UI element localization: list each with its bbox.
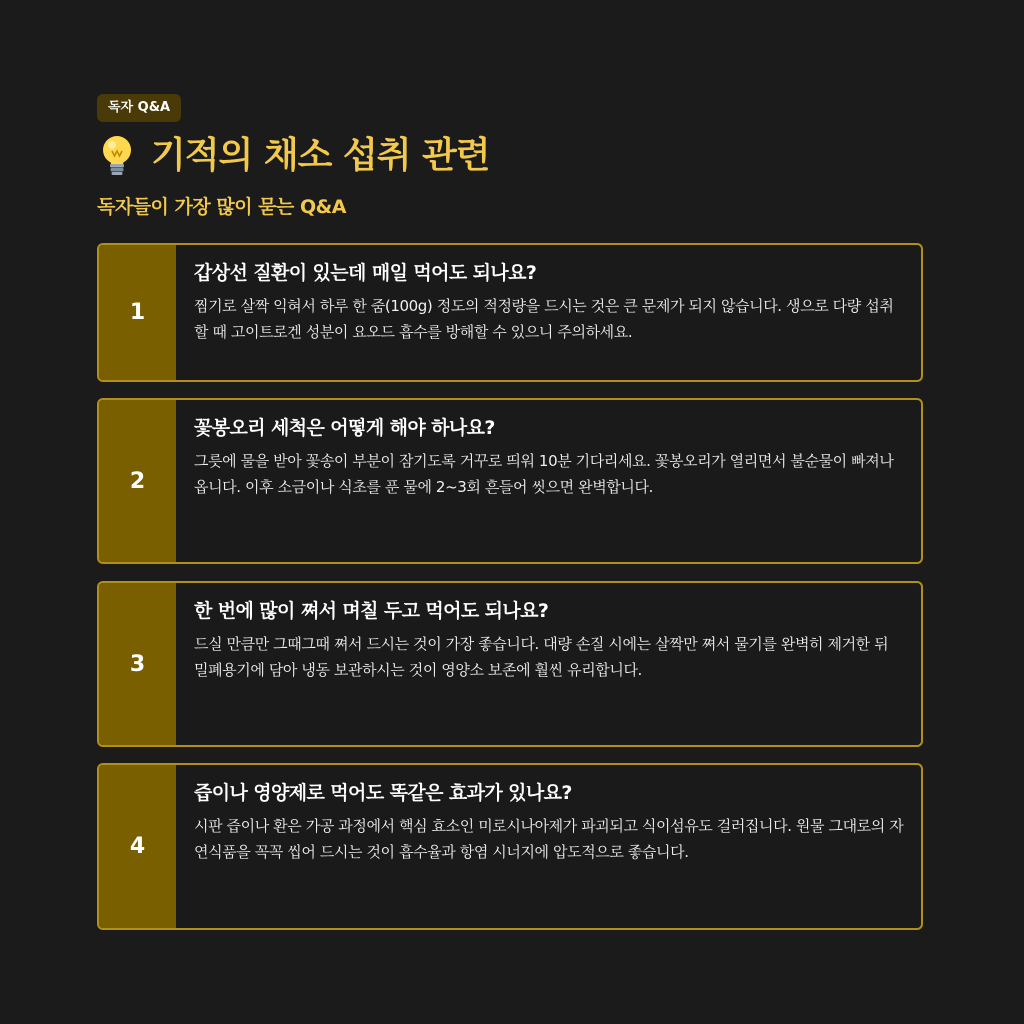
- faq-card: [97, 763, 923, 930]
- faq-card: [97, 243, 923, 382]
- faq-number: 4: [99, 765, 176, 928]
- faq-question: 꽃봉오리 세척은 어떻게 해야 하나요?: [194, 417, 495, 439]
- faq-number: 3: [99, 583, 176, 745]
- faq-number: 1: [99, 245, 176, 380]
- faq-question: 갑상선 질환이 있는데 매일 먹어도 되나요?: [194, 262, 537, 284]
- header: [97, 94, 927, 219]
- faq-content: [176, 765, 921, 928]
- faq-card: [97, 398, 923, 564]
- faq-content: [176, 583, 921, 745]
- faq-question: 즙이나 영양제로 먹어도 똑같은 효과가 있나요?: [194, 782, 572, 804]
- page-title: 기적의 채소 섭취 관련: [151, 134, 490, 176]
- faq-question: 한 번에 많이 쪄서 며칠 두고 먹어도 되나요?: [194, 600, 549, 622]
- faq-answer: 찜기로 살짝 익혀서 하루 한 줌(100g) 정도의 적정량을 드시는 것은 큰 문제가 되지 않습니다. 생으로 다량 섭취할 때 고이트로겐 성분이 요오드 흡수를 방해할 수 있으니 주의하세요.: [194, 296, 894, 341]
- faq-number: 2: [99, 400, 176, 562]
- title-row: [97, 130, 927, 182]
- faq-card: [97, 581, 923, 747]
- faq-content: [176, 400, 921, 562]
- faq-answer: 시판 즙이나 환은 가공 과정에서 핵심 효소인 미로시나아제가 파괴되고 식이섬유도 걸러집니다. 원물 그대로의 자연식품을 꼭꼭 씹어 드시는 것이 흡수율과 항염 시너지에 압도적으로 좋습니다.: [194, 816, 904, 861]
- faq-answer: 드실 만큼만 그때그때 쪄서 드시는 것이 가장 좋습니다. 대량 손질 시에는 살짝만 쪄서 물기를 완벽히 제거한 뒤 밀폐용기에 담아 냉동 보관하시는 것이 영양소 보존에 훨씬 유리합니다.: [194, 634, 889, 679]
- page-subtitle: 독자들이 가장 많이 묻는 Q&A: [97, 195, 346, 218]
- faq-answer: 그릇에 물을 받아 꽃송이 부분이 잠기도록 거꾸로 띄워 10분 기다리세요. 꽃봉오리가 열리면서 불순물이 빠져나옵니다. 이후 소금이나 식초를 푼 물에 2~3회 흔들어 씻으면 완벽합니다.: [194, 451, 894, 496]
- faq-content: [176, 245, 921, 380]
- reader-qa-badge: 독자 Q&A: [97, 94, 181, 122]
- light-bulb-icon: [97, 134, 137, 178]
